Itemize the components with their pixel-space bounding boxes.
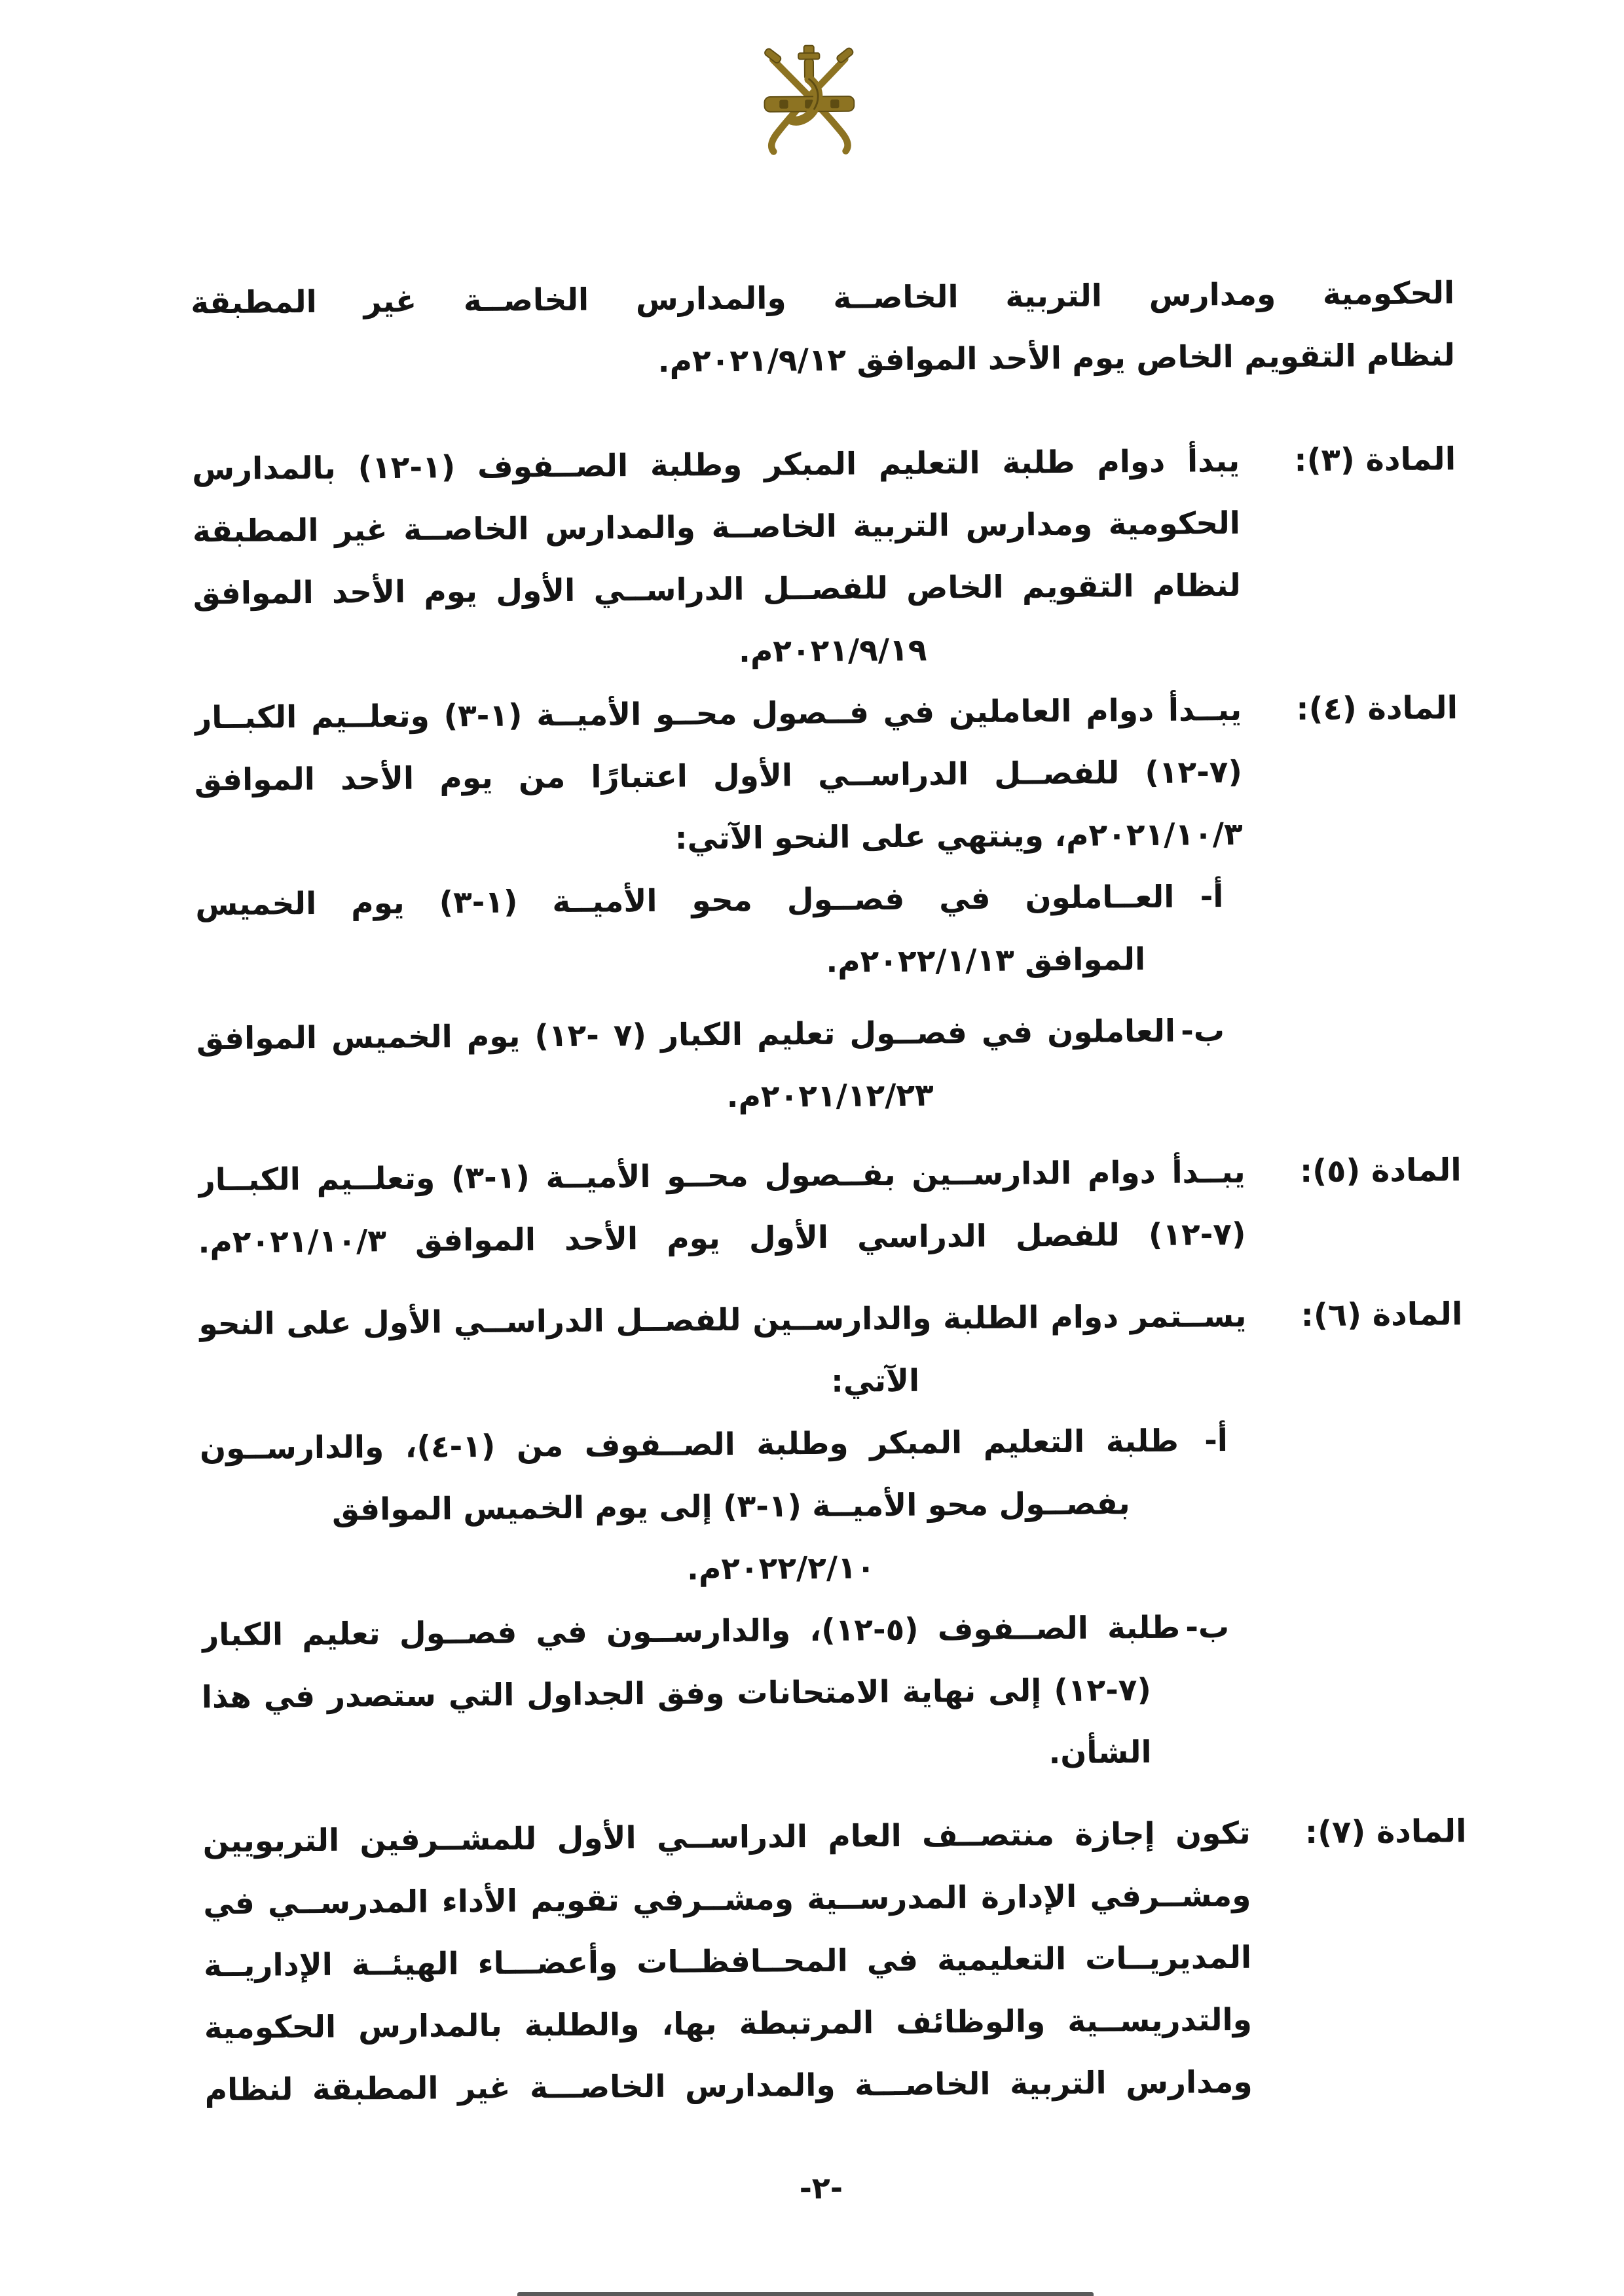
- item-line-date: الموافق ٢٠٢٢/١/١٣م.: [826, 941, 1146, 980]
- item-text: [201, 1597, 1181, 1791]
- item-marker: ب-: [1181, 1013, 1225, 1049]
- item-line: بفصــول محو الأميــة (١-٣) إلى يوم الخميس الموافق: [331, 1485, 1130, 1528]
- article-7-label: المادة (٧):: [1304, 1813, 1467, 1851]
- article-3-body: [192, 430, 1242, 687]
- article-line: الآتي:: [830, 1362, 920, 1400]
- article-line-date: ٢٠٢١/١٠/٣م، وينتهي على النحو الآتي:: [674, 816, 1243, 857]
- article-3-label: المادة (٣):: [1294, 441, 1456, 479]
- list-item-a: [195, 866, 1244, 998]
- item-line: العــاملون في فصــول محو الأميــة (١-٣) يوم الخميس: [195, 879, 1175, 923]
- article-line: ومشــرفي الإدارة المدرســية ومشــرفي تقويم الأداء المدرســي في: [203, 1877, 1251, 1922]
- article-5-label: المادة (٥):: [1299, 1152, 1462, 1190]
- item-line: الشأن.: [1048, 1734, 1152, 1772]
- item-line: العاملون في فصــول تعليم الكبار (٧ -١٢) يوم الخميس الموافق: [196, 1013, 1176, 1057]
- article-6: [166, 1283, 1466, 1791]
- item-marker: ب-: [1185, 1609, 1230, 1646]
- article-line: تكون إجازة منتصــف العام الدراســي الأول للمشــرفين التربويين: [202, 1815, 1251, 1860]
- intro-line: الحكومية ومدارس التربية الخاصــة والمدارس الخاصــة غير المطبقة: [190, 275, 1455, 321]
- intro-line: لنظام التقويم الخاص يوم الأحد الموافق ٢٠٢١/٩/١٢م.: [657, 337, 1456, 380]
- item-text: [196, 1000, 1176, 1133]
- list-item-b: [201, 1596, 1250, 1791]
- list-item-a: [200, 1410, 1249, 1605]
- article-line-date: ٢٠٢١/٩/١٩م.: [738, 632, 927, 670]
- article-line: (٧-١٢) للفصل الدراسي الأول يوم الأحد الموافق ٢٠٢١/١٠/٣م.: [198, 1216, 1246, 1261]
- article-line: لنظام التقويم الخاص للفصــل الدراســي الأول يوم الأحد الموافق: [193, 567, 1241, 612]
- article-6-body: [198, 1285, 1250, 1791]
- intro-paragraph: [191, 262, 1455, 396]
- article-5-body: [197, 1141, 1246, 1274]
- oman-national-emblem-icon: [747, 37, 872, 168]
- list-item-b: [196, 1000, 1245, 1133]
- article-line: الحكومية ومدارس التربية الخاصــة والمدارس الخاصــة غير المطبقة: [192, 505, 1241, 550]
- article-line: المديريــات التعليمية في المحــافظــات وأعضـــاء الهيئــة الإداريــة: [203, 1939, 1252, 1984]
- article-line: يبــدأ دوام العاملين في فــصول محــو الأميــة (١-٣) وتعلــيم الكبــار: [193, 691, 1242, 737]
- item-line: طلبة الصــفوف (٥-١٢)، والدارســون في فصــول تعليم الكبار: [200, 1609, 1181, 1654]
- item-marker: أ-: [1204, 1423, 1228, 1459]
- article-line: (٧-١٢) للفصــل الدراســي الأول اعتبارًا من يوم الأحد الموافق: [194, 754, 1243, 799]
- article-line: يســتمر دوام الطلبة والدارســين للفصــل الدراســي الأول على النحو: [198, 1298, 1247, 1343]
- article-line: يبدأ دوام طلبة التعليم المبكر وطلبة الصــفوف (١-١٢) بالمدارس: [191, 443, 1240, 488]
- article-3: [159, 428, 1458, 687]
- item-text: [200, 1410, 1180, 1605]
- item-text: [195, 866, 1175, 998]
- article-5: [164, 1139, 1462, 1274]
- article-line: يبــدأ دوام الدارســين بفــصول محــو الأميــة (١-٣) وتعلــيم الكبــار: [197, 1154, 1246, 1199]
- item-line-date: ٢٠٢٢/٢/١٠م.: [686, 1550, 876, 1588]
- article-4-body: [194, 679, 1245, 1133]
- article-7: [170, 1800, 1469, 2122]
- article-7-body: [202, 1802, 1253, 2122]
- item-marker: أ-: [1200, 879, 1224, 915]
- article-line: ومدارس التربية الخاصـــة والمدارس الخاصـــة غير المطبقة لنظام: [204, 2064, 1253, 2109]
- article-4: [161, 677, 1461, 1133]
- scan-edge-artifact: [517, 2292, 1094, 2296]
- item-line: طلبة التعليم المبكر وطلبة الصــفوف من (١-٤)، والدارســون: [199, 1423, 1179, 1467]
- article-4-label: المادة (٤):: [1296, 689, 1458, 728]
- article-line: والتدريســية والوظائف المرتبطة بها، والطلبة بالمدارس الحكومية: [204, 2001, 1253, 2047]
- page-number: -٢-: [799, 2170, 843, 2206]
- article-6-label: المادة (٦):: [1301, 1296, 1463, 1334]
- item-line: (٧-١٢) إلى نهاية الامتحانات وفق الجداول التي ستصدر في هذا: [201, 1671, 1152, 1716]
- item-line-date: ٢٠٢١/١٢/٢٣م.: [726, 1077, 934, 1116]
